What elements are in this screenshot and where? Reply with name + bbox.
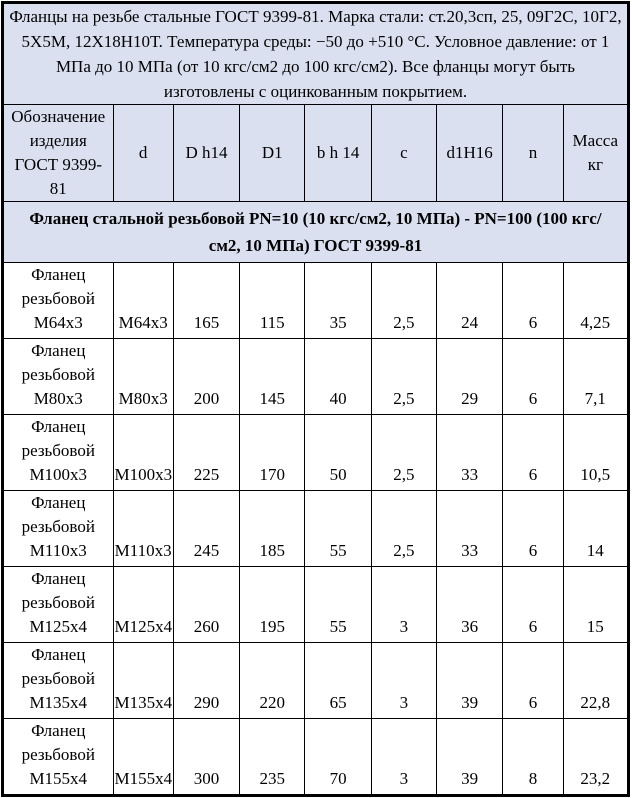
table-row [3, 719, 629, 796]
cell-d-h14: 165 [173, 263, 239, 339]
cell-d-h14: 245 [173, 491, 239, 567]
cell-d1h16: 39 [437, 719, 503, 796]
cell-c: 2,5 [371, 263, 436, 339]
cell-c: 3 [371, 643, 436, 719]
section-header-row [3, 202, 629, 263]
column-header-row [3, 105, 629, 202]
cell-c: 3 [371, 567, 436, 643]
intro-row [3, 3, 629, 105]
cell-n: 6 [503, 263, 563, 339]
cell-b-h14: 55 [305, 567, 371, 643]
cell-designation: Фланец резьбовой М125х4 [3, 567, 114, 643]
cell-d1h16: 33 [437, 491, 503, 567]
cell-n: 6 [503, 491, 563, 567]
column-header-d1: D1 [240, 105, 305, 202]
cell-d: М80х3 [113, 339, 173, 415]
cell-b-h14: 55 [305, 491, 371, 567]
column-header-c: c [371, 105, 436, 202]
table-row [3, 643, 629, 719]
cell-b-h14: 70 [305, 719, 371, 796]
cell-d-h14: 260 [173, 567, 239, 643]
cell-d1: 115 [240, 263, 305, 339]
column-header-mass-kg: Масса кг [563, 105, 628, 202]
cell-d1h16: 29 [437, 339, 503, 415]
cell-d: М100х3 [113, 415, 173, 491]
table-row [3, 567, 629, 643]
table-body [3, 263, 629, 796]
cell-c: 2,5 [371, 339, 436, 415]
cell-designation: Фланец резьбовой М80х3 [3, 339, 114, 415]
cell-designation: Фланец резьбовой М135х4 [3, 643, 114, 719]
cell-n: 6 [503, 567, 563, 643]
cell-b-h14: 65 [305, 643, 371, 719]
cell-mass-kg: 22,8 [563, 643, 628, 719]
cell-b-h14: 40 [305, 339, 371, 415]
cell-n: 8 [503, 719, 563, 796]
cell-d1: 145 [240, 339, 305, 415]
cell-d: М110х3 [113, 491, 173, 567]
cell-n: 6 [503, 339, 563, 415]
column-header-d1h16: d1H16 [437, 105, 503, 202]
intro-text: Фланцы на резьбе стальные ГОСТ 9399-81. Марка стали: ст.20,3сп, 25, 09Г2С, 10Г2, 5Х5М, 12Х18Н10Т. Температура среды: −50 до +510 °С. Условное давление: от 1 МПа до 10 МПа (от 10 кгс/см2 до 100 кгс/см2). Все фланцы могут быть изготовлены с оцинкованным покрытием. [3, 3, 629, 105]
cell-designation: Фланец резьбовой М155х4 [3, 719, 114, 796]
cell-d: М135х4 [113, 643, 173, 719]
cell-d: М155х4 [113, 719, 173, 796]
column-header-d: d [113, 105, 173, 202]
cell-d1h16: 33 [437, 415, 503, 491]
cell-d1: 235 [240, 719, 305, 796]
cell-d1: 185 [240, 491, 305, 567]
cell-b-h14: 50 [305, 415, 371, 491]
cell-d1h16: 24 [437, 263, 503, 339]
cell-d1: 220 [240, 643, 305, 719]
cell-d1h16: 39 [437, 643, 503, 719]
cell-mass-kg: 4,25 [563, 263, 628, 339]
column-header-n: n [503, 105, 563, 202]
cell-designation: Фланец резьбовой М100х3 [3, 415, 114, 491]
column-header-d-h14: D h14 [173, 105, 239, 202]
cell-mass-kg: 15 [563, 567, 628, 643]
cell-designation: Фланец резьбовой М110х3 [3, 491, 114, 567]
column-header-b-h14: b h 14 [305, 105, 371, 202]
cell-b-h14: 35 [305, 263, 371, 339]
section-header-text: Фланец стальной резьбовой PN=10 (10 кгс/см2, 10 МПа) - PN=100 (100 кгс/см2, 10 МПа) ГОСТ 9399-81 [3, 202, 629, 263]
cell-c: 3 [371, 719, 436, 796]
cell-n: 6 [503, 643, 563, 719]
cell-d-h14: 200 [173, 339, 239, 415]
cell-mass-kg: 14 [563, 491, 628, 567]
cell-d: М125х4 [113, 567, 173, 643]
cell-mass-kg: 7,1 [563, 339, 628, 415]
cell-c: 2,5 [371, 415, 436, 491]
cell-designation: Фланец резьбовой М64х3 [3, 263, 114, 339]
table-row [3, 491, 629, 567]
cell-d1: 170 [240, 415, 305, 491]
flange-spec-table [1, 1, 630, 797]
cell-d1h16: 36 [437, 567, 503, 643]
cell-mass-kg: 23,2 [563, 719, 628, 796]
cell-n: 6 [503, 415, 563, 491]
cell-d-h14: 225 [173, 415, 239, 491]
cell-c: 2,5 [371, 491, 436, 567]
cell-d1: 195 [240, 567, 305, 643]
cell-d: М64х3 [113, 263, 173, 339]
table-row [3, 339, 629, 415]
cell-mass-kg: 10,5 [563, 415, 628, 491]
table-row [3, 263, 629, 339]
cell-d-h14: 290 [173, 643, 239, 719]
cell-d-h14: 300 [173, 719, 239, 796]
table-row [3, 415, 629, 491]
column-header-designation: Обозначение изделия ГОСТ 9399-81 [3, 105, 114, 202]
